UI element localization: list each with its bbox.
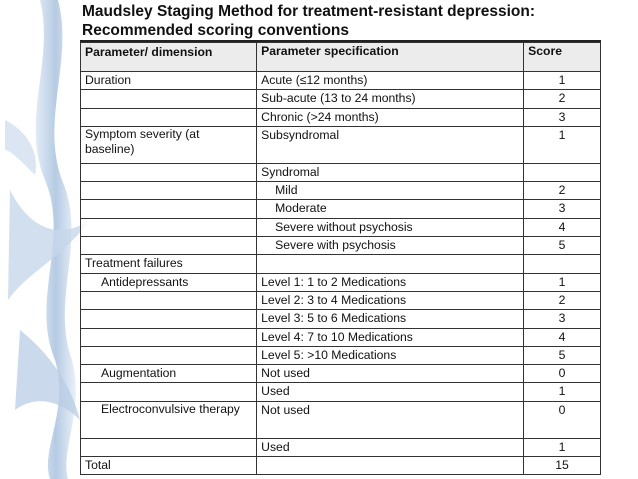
total-row — [81, 457, 601, 475]
cell-specification: Mild — [257, 182, 524, 200]
cell-score: 5 — [524, 346, 601, 364]
cell-dimension — [81, 310, 257, 328]
table-row — [81, 273, 601, 291]
cell-dimension — [81, 182, 257, 200]
cell-dimension — [81, 163, 257, 181]
cell-dimension — [81, 218, 257, 236]
cell-dimension — [81, 90, 257, 108]
cell-score: 0 — [524, 401, 601, 438]
cell-specification: Level 2: 3 to 4 Medications — [257, 291, 524, 309]
cell-score: 4 — [524, 328, 601, 346]
cell-specification: Used — [257, 383, 524, 401]
cell-dimension: Duration — [81, 72, 257, 90]
cell-specification: Level 3: 5 to 6 Medications — [257, 310, 524, 328]
cell-score: 3 — [524, 108, 601, 126]
cell-specification: Severe with psychosis — [257, 237, 524, 255]
cell-dimension: Symptom severity (at baseline) — [81, 126, 257, 163]
cell-score: 1 — [524, 273, 601, 291]
table-row — [81, 401, 601, 438]
cell-specification: Level 4: 7 to 10 Medications — [257, 328, 524, 346]
table-row — [81, 310, 601, 328]
cell-score: 5 — [524, 237, 601, 255]
cell-specification: Sub-acute (13 to 24 months) — [257, 90, 524, 108]
cell-score: 1 — [524, 72, 601, 90]
cell-score: 1 — [524, 383, 601, 401]
table-row — [81, 90, 601, 108]
cell-dimension: Total — [81, 457, 257, 475]
cell-dimension — [81, 438, 257, 456]
table-row — [81, 438, 601, 456]
table-row — [81, 383, 601, 401]
table-row — [81, 163, 601, 181]
cell-dimension — [81, 328, 257, 346]
cell-score: 1 — [524, 126, 601, 163]
cell-dimension — [81, 200, 257, 218]
cell-dimension — [81, 346, 257, 364]
header-dimension: Parameter/ dimension — [81, 43, 257, 72]
cell-specification — [257, 255, 524, 273]
cell-specification: Subsyndromal — [257, 126, 524, 163]
table-row — [81, 237, 601, 255]
table-row — [81, 200, 601, 218]
cell-dimension — [81, 108, 257, 126]
table-row — [81, 346, 601, 364]
cell-specification: Level 1: 1 to 2 Medications — [257, 273, 524, 291]
header-specification: Parameter specification — [257, 43, 524, 72]
cell-score: 1 — [524, 438, 601, 456]
cell-specification: Not used — [257, 401, 524, 438]
cell-specification: Moderate — [257, 200, 524, 218]
cell-specification: Severe without psychosis — [257, 218, 524, 236]
cell-dimension — [81, 237, 257, 255]
scoring-table — [80, 42, 601, 475]
header-row — [81, 43, 601, 72]
cell-score — [524, 255, 601, 273]
cell-score: 15 — [524, 457, 601, 475]
cell-score: 3 — [524, 310, 601, 328]
cell-dimension: Electroconvulsive therapy — [81, 401, 257, 438]
cell-dimension — [81, 383, 257, 401]
slide-title: Maudsley Staging Method for treatment-resistant depression: Recommended scoring conventions — [82, 3, 536, 39]
cell-specification: Not used — [257, 365, 524, 383]
cell-specification: Chronic (>24 months) — [257, 108, 524, 126]
cell-specification: Level 5: >10 Medications — [257, 346, 524, 364]
cell-score: 4 — [524, 218, 601, 236]
table-row — [81, 291, 601, 309]
cell-specification: Acute (≤12 months) — [257, 72, 524, 90]
cell-score: 0 — [524, 365, 601, 383]
cell-dimension: Augmentation — [81, 365, 257, 383]
table-row — [81, 255, 601, 273]
cell-score — [524, 163, 601, 181]
cell-score: 3 — [524, 200, 601, 218]
cell-specification: Syndromal — [257, 163, 524, 181]
table-row — [81, 328, 601, 346]
table-row — [81, 108, 601, 126]
cell-specification — [257, 457, 524, 475]
table-row — [81, 72, 601, 90]
header-score: Score — [524, 43, 601, 72]
cell-specification: Used — [257, 438, 524, 456]
cell-score: 2 — [524, 90, 601, 108]
table-row — [81, 218, 601, 236]
table-row — [81, 365, 601, 383]
cell-dimension — [81, 291, 257, 309]
cell-score: 2 — [524, 291, 601, 309]
cell-score: 2 — [524, 182, 601, 200]
cell-dimension: Treatment failures — [81, 255, 257, 273]
table-row — [81, 182, 601, 200]
table-row — [81, 126, 601, 163]
cell-dimension: Antidepressants — [81, 273, 257, 291]
